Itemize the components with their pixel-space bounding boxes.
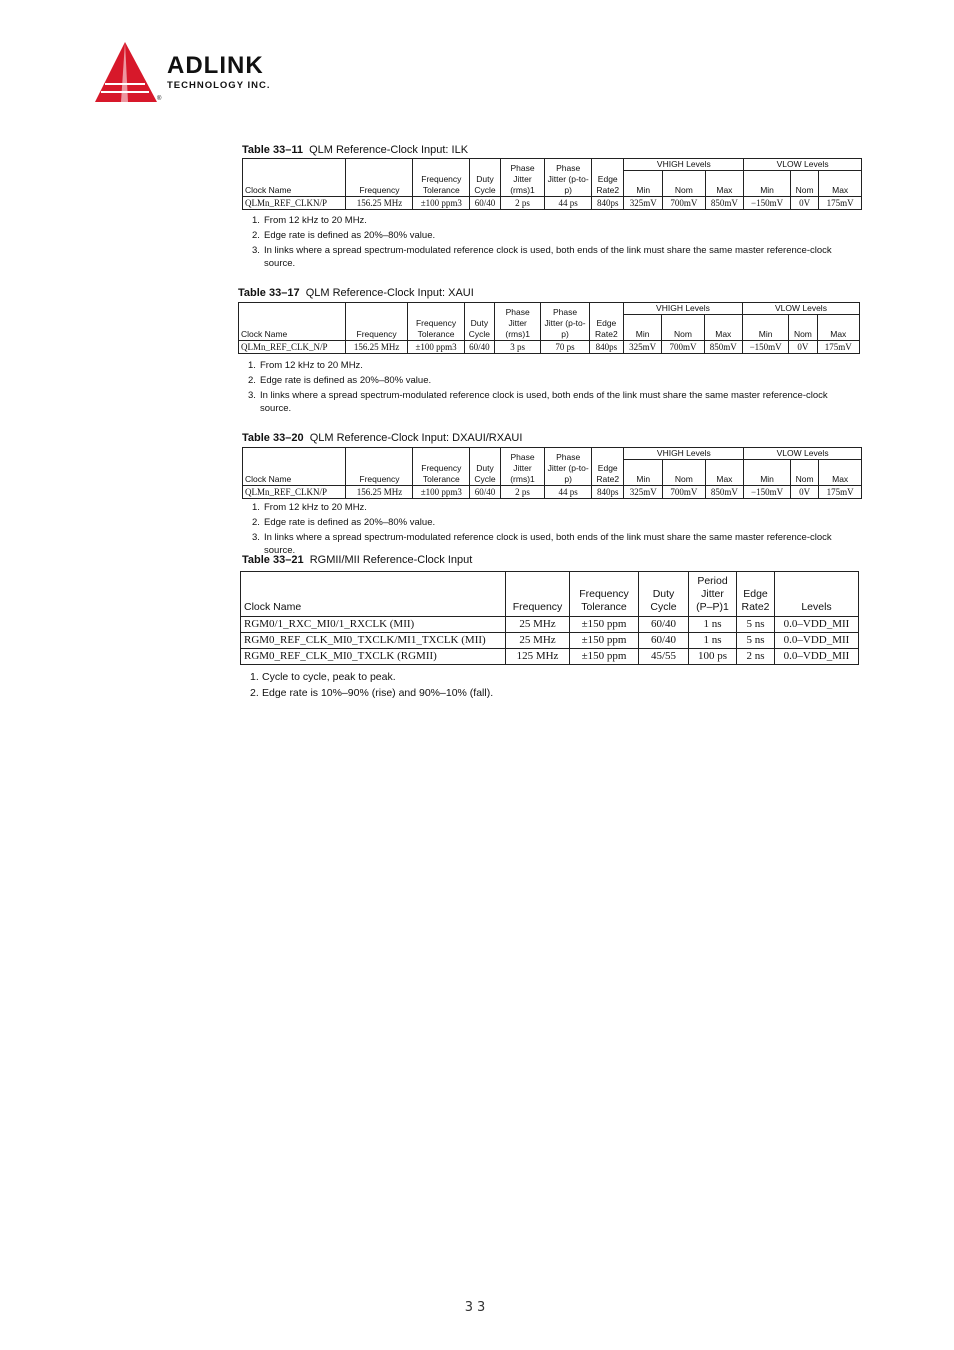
cell: RGM0_REF_CLK_MI0_TXCLK (RGMII)	[241, 649, 506, 665]
col-phase-jitter-rms: Phase Jitter (rms)1	[500, 159, 545, 197]
caption-title: QLM Reference-Clock Input: ILK	[309, 144, 469, 156]
cell: 25 MHz	[506, 617, 570, 633]
cell: 325mV	[624, 486, 663, 499]
cell: 1 ns	[689, 617, 737, 633]
cell: 0V	[790, 486, 818, 499]
cell: 25 MHz	[506, 633, 570, 649]
col-frequency: Frequency	[506, 572, 570, 617]
cell: −150mV	[742, 341, 788, 354]
table-row	[243, 197, 862, 210]
cell: ±150 ppm	[570, 633, 639, 649]
cell: 60/40	[639, 633, 689, 649]
cell: RGM0_REF_CLK_MI0_TXCLK/MI1_TXCLK (MII)	[241, 633, 506, 649]
footnote: 2. Edge rate is defined as 20%–80% value.	[252, 517, 436, 528]
col-phase-jitter-pp: Phase Jitter (p-to-p)	[545, 448, 592, 486]
table-row	[239, 341, 860, 354]
caption-title: RGMII/MII Reference-Clock Input	[309, 554, 473, 566]
cell: 3 ps	[495, 341, 541, 354]
cell: 60/40	[470, 197, 500, 210]
table-rgmii	[240, 571, 859, 665]
cell: ±100 ppm3	[413, 486, 470, 499]
col-duty-cycle: Duty Cycle	[464, 303, 494, 341]
footnote: 1. From 12 kHz to 20 MHz.	[248, 360, 363, 371]
col-tolerance: Frequency Tolerance	[413, 448, 470, 486]
table-notes-rgmii	[250, 670, 840, 702]
col-vlow-max: Max	[819, 171, 862, 197]
cell: 60/40	[470, 486, 500, 499]
footnote: 3. In links where a spread spectrum-modulated reference clock is used, both ends of the link must share the same master reference-clock source.	[252, 532, 832, 556]
cell: 44 ps	[545, 486, 592, 499]
page-number: 33	[464, 1300, 490, 1315]
caption-number: Table 33–17	[238, 287, 300, 299]
cell: 850mV	[705, 486, 744, 499]
col-edge-rate: Edge Rate2	[589, 303, 623, 341]
col-frequency: Frequency	[345, 303, 407, 341]
cell: 44 ps	[545, 197, 592, 210]
footnote: 3. In links where a spread spectrum-modulated reference clock is used, both ends of the link must share the same master reference-clock source.	[248, 390, 828, 414]
cell: 840ps	[592, 197, 624, 210]
caption-number: Table 33–20	[242, 432, 304, 444]
table-row	[243, 486, 862, 499]
col-phase-jitter-pp: Phase Jitter (p-to-p)	[541, 303, 589, 341]
cell: 156.25 MHz	[345, 341, 407, 354]
col-phase-jitter-rms: Phase Jitter (rms)1	[500, 448, 545, 486]
col-vhigh-max: Max	[705, 171, 744, 197]
table-notes-ilk	[252, 214, 842, 272]
col-group-vlow: VLOW Levels	[744, 448, 862, 460]
cell: 175mV	[819, 197, 862, 210]
cell: 325mV	[624, 197, 663, 210]
cell: ±150 ppm	[570, 617, 639, 633]
col-levels: Levels	[775, 572, 859, 617]
logo-subtitle: TECHNOLOGY INC.	[167, 80, 271, 91]
cell: 175mV	[817, 341, 859, 354]
cell: 0V	[790, 197, 818, 210]
cell: 2 ps	[500, 486, 545, 499]
col-group-vlow: VLOW Levels	[742, 303, 859, 315]
logo-registered-mark: ®	[157, 96, 162, 102]
cell: 700mV	[663, 197, 706, 210]
col-vhigh-max: Max	[704, 315, 742, 341]
cell: 1 ns	[689, 633, 737, 649]
col-vhigh-min: Min	[624, 171, 663, 197]
col-vlow-max: Max	[817, 315, 859, 341]
col-vlow-min: Min	[744, 171, 791, 197]
cell: 700mV	[662, 341, 704, 354]
col-vlow-nom: Nom	[790, 171, 818, 197]
cell: −150mV	[744, 486, 791, 499]
table-caption-rgmii	[242, 554, 472, 566]
cell: 0.0–VDD_MII	[775, 617, 859, 633]
table-xaui	[238, 302, 860, 354]
footnote: 1. From 12 kHz to 20 MHz.	[252, 215, 367, 226]
col-edge-rate: Edge Rate2	[592, 159, 624, 197]
table-dxaui	[242, 447, 862, 499]
footnote: 2. Edge rate is defined as 20%–80% value.	[252, 230, 436, 241]
cell: 700mV	[663, 486, 706, 499]
caption-title: QLM Reference-Clock Input: XAUI	[305, 287, 474, 299]
col-group-vhigh: VHIGH Levels	[624, 159, 744, 171]
cell: 0.0–VDD_MII	[775, 633, 859, 649]
col-vlow-nom: Nom	[790, 460, 818, 486]
table-ilk	[242, 158, 862, 210]
col-edge-rate: Edge Rate2	[737, 572, 775, 617]
table-caption-ilk	[242, 144, 468, 156]
col-vhigh-nom: Nom	[663, 171, 706, 197]
adlink-triangle-icon	[95, 40, 161, 106]
footnote: 2. Edge rate is 10%–90% (rise) and 90%–10% (fall).	[250, 687, 494, 699]
footnote: 1. Cycle to cycle, peak to peak.	[250, 671, 396, 683]
cell: RGM0/1_RXC_MI0/1_RXCLK (MII)	[241, 617, 506, 633]
logo-wordmark: ADLINK	[167, 52, 264, 79]
cell: 5 ns	[737, 617, 775, 633]
cell: 70 ps	[541, 341, 589, 354]
cell: 2 ns	[737, 649, 775, 665]
col-group-vhigh: VHIGH Levels	[624, 303, 743, 315]
col-duty-cycle: Duty Cycle	[470, 448, 500, 486]
table-row	[241, 649, 859, 665]
col-vlow-nom: Nom	[789, 315, 817, 341]
col-vhigh-min: Min	[624, 315, 662, 341]
col-vlow-min: Min	[744, 460, 791, 486]
col-vhigh-nom: Nom	[663, 460, 706, 486]
caption-number: Table 33–11	[242, 144, 303, 156]
table-notes-xaui	[248, 359, 838, 417]
cell: 175mV	[819, 486, 862, 499]
table-notes-dxaui	[252, 501, 842, 559]
footnote: 1. From 12 kHz to 20 MHz.	[252, 502, 367, 513]
col-group-vhigh: VHIGH Levels	[624, 448, 744, 460]
cell: 2 ps	[500, 197, 545, 210]
cell: 0.0–VDD_MII	[775, 649, 859, 665]
col-vhigh-max: Max	[705, 460, 744, 486]
col-clock-name: Clock Name	[241, 572, 506, 617]
cell: ±100 ppm3	[413, 197, 470, 210]
footnote: 3. In links where a spread spectrum-modulated reference clock is used, both ends of the link must share the same master reference-clock source.	[252, 245, 832, 269]
cell: 850mV	[705, 197, 744, 210]
caption-number: Table 33–21	[242, 554, 304, 566]
col-vhigh-min: Min	[624, 460, 663, 486]
table-caption-xaui	[238, 287, 474, 299]
col-tolerance: Frequency Tolerance	[413, 159, 470, 197]
col-tolerance: Frequency Tolerance	[570, 572, 639, 617]
cell: 5 ns	[737, 633, 775, 649]
col-clock-name: Clock Name	[243, 159, 346, 197]
col-group-vlow: VLOW Levels	[744, 159, 862, 171]
cell: 840ps	[589, 341, 623, 354]
cell: 100 ps	[689, 649, 737, 665]
caption-title: QLM Reference-Clock Input: DXAUI/RXAUI	[309, 432, 523, 444]
cell: 156.25 MHz	[346, 197, 413, 210]
col-frequency: Frequency	[346, 448, 413, 486]
col-phase-jitter-rms: Phase Jitter (rms)1	[495, 303, 541, 341]
table-row	[241, 633, 859, 649]
cell: 60/40	[639, 617, 689, 633]
cell: 325mV	[624, 341, 662, 354]
table-caption-dxaui	[242, 432, 522, 444]
cell: 850mV	[704, 341, 742, 354]
cell: 840ps	[592, 486, 624, 499]
cell: 156.25 MHz	[346, 486, 413, 499]
cell: 125 MHz	[506, 649, 570, 665]
col-vlow-min: Min	[742, 315, 788, 341]
table-row	[241, 617, 859, 633]
col-vlow-max: Max	[819, 460, 862, 486]
col-period-jitter: Period Jitter (P–P)1	[689, 572, 737, 617]
col-tolerance: Frequency Tolerance	[408, 303, 464, 341]
cell: QLMn_REF_CLK_N/P	[239, 341, 346, 354]
col-clock-name: Clock Name	[239, 303, 346, 341]
col-duty-cycle: Duty Cycle	[470, 159, 500, 197]
cell: −150mV	[744, 197, 791, 210]
col-duty-cycle: Duty Cycle	[639, 572, 689, 617]
col-frequency: Frequency	[346, 159, 413, 197]
cell: ±150 ppm	[570, 649, 639, 665]
col-edge-rate: Edge Rate2	[592, 448, 624, 486]
cell: QLMn_REF_CLKN/P	[243, 486, 346, 499]
col-vhigh-nom: Nom	[662, 315, 704, 341]
adlink-logo	[95, 40, 310, 106]
cell: 60/40	[464, 341, 494, 354]
cell: 0V	[789, 341, 817, 354]
cell: ±100 ppm3	[408, 341, 464, 354]
col-clock-name: Clock Name	[243, 448, 346, 486]
footnote: 2. Edge rate is defined as 20%–80% value.	[248, 375, 432, 386]
cell: 45/55	[639, 649, 689, 665]
cell: QLMn_REF_CLKN/P	[243, 197, 346, 210]
col-phase-jitter-pp: Phase Jitter (p-to-p)	[545, 159, 592, 197]
